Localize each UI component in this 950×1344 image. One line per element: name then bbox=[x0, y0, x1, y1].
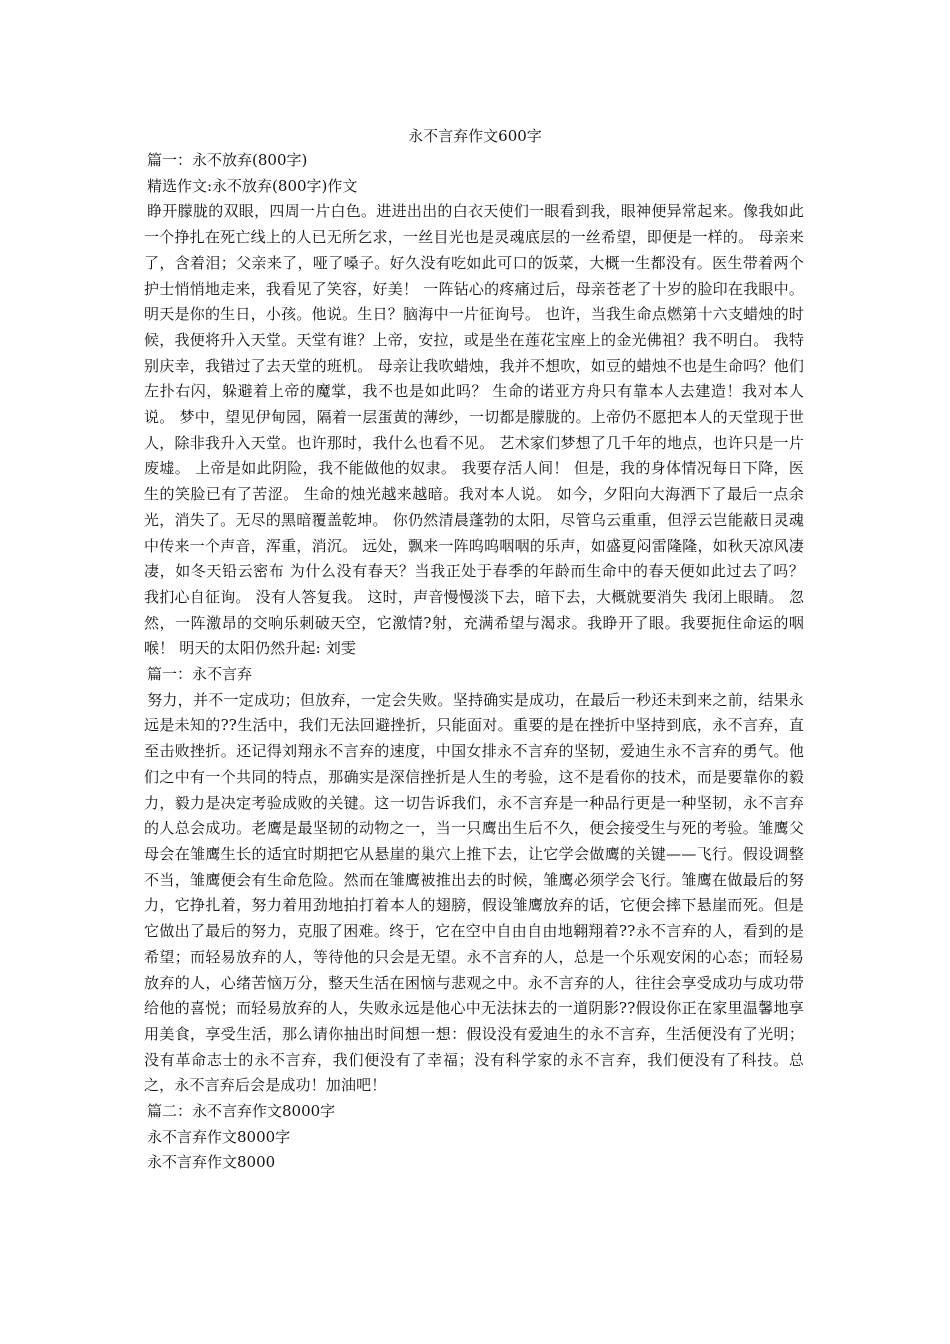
section3-line1: 永不言弃作文8000字 bbox=[147, 1127, 291, 1146]
document-body bbox=[144, 148, 804, 1176]
section2-body-text: 努力，并不一定成功；但放弃，一定会失败。坚持确实是成功，在最后一秒还未到来之前，结果永远是未知的??生活中，我们无法回避挫折，只能面对。重要的是在挫折中坚持到底，永不言弃，直至击败挫折。还记得刘翔永不言弃的速度，中国女排永不言弃的坚韧，爱迪生永不言弃的勇气。他们之中有一个共同的特点，那确实是深信挫折是人生的考验，这不是看你的技术，而是要靠你的毅力，毅力是决定考验成败的关键。这一切告诉我们，永不言弃是一种品行更是一种坚韧，永不言弃的人总会成功。老鹰是最坚韧的动物之一，当一只鹰出生后不久，便会接受生与死的考验。雏鹰父母会在雏鹰生长的适宜时期把它从悬崖的巢穴上推下去，让它学会做鹰的关键——飞行。假设调整不当，雏鹰便会有生命危险。然而在雏鹰被推出去的时候，雏鹰必须学会飞行。雏鹰在做最后的努力，它挣扎着，努力着用劲地拍打着本人的翅膀，假设雏鹰放弃的话，它便会摔下悬崖而死。但是它做出了最后的努力，克服了困难。终于，它在空中自由自由地翱翔着??永不言弃的人，看到的是希望；而轻易放弃的人，等待他的只会是无望。永不言弃的人，总是一个乐观安闲的心态；而轻易放弃的人，心绪苦恼万分，整天生活在困恼与悲观之中。永不言弃的人，往往会享受成功与成功带给他的喜悦；而轻易放弃的人，失败永远是他心中无法抹去的一道阴影??假设你正在家里温馨地享用美食，享受生活，那么请你抽出时间想一想：假设没有爱迪生的永不言弃，生活便没有了光明；没有革命志士的永不言弃，我们便没有了幸福；没有科学家的永不言弃，我们便没有了科技。总之，永不言弃后会是成功！加油吧！ bbox=[144, 690, 804, 1095]
section1-body bbox=[144, 199, 804, 662]
section2-heading: 篇一：永不言弃 bbox=[147, 665, 253, 684]
section1-body-text: 睁开朦胧的双眼，四周一片白色。进进出出的白衣天使们一眼看到我，眼神便异常起来。像我如此一个挣扎在死亡线上的人已无所乞求，一丝目光也是灵魂底层的一丝希望，即便是一样的。 母亲来了，含着泪；父亲来了，哑了嗓子。好久没有吃如此可口的饭菜，大概一生都没有。医生带着两个护士悄悄地走来，我看见了笑容，好美！ 一阵钻心的疼痛过后，母亲苍老了十岁的脸印在我眼中。明天是你的生日，小孩。他说。生日？脑海中一片征询号。 也许，当我生命点燃第十六支蜡烛的时候，我便将升入天堂。天堂有谁？上帝，安拉，或是坐在莲花宝座上的金光佛祖？我不明白。 我特别庆幸，我错过了去天堂的班机。 母亲让我吹蜡烛，我并不想吹，如豆的蜡烛不也是生命吗？他们左扑右闪，躲避着上帝的魔掌，我不也是如此吗？ 生命的诺亚方舟只有靠本人去建造！我对本人说。 梦中，望见伊甸园，隔着一层蛋黄的薄纱，一切都是朦胧的。上帝仍不愿把本人的天堂现于世人，除非我升入天堂。也许那时，我什么也看不见。 艺术家们梦想了几千年的地点，也许只是一片废墟。 上帝是如此阴险，我不能做他的奴隶。 我要存活人间！ 但是，我的身体情况每日下降，医生的笑脸已有了苦涩。 生命的烛光越来越暗。我对本人说。 如今，夕阳向大海洒下了最后一点余光，消失了。无尽的黑暗覆盖乾坤。 你仍然清晨蓬勃的太阳，尽管乌云重重，但浮云岂能蔽日灵魂中传来一个声音，浑重，消沉。 远处，飘来一阵呜呜咽咽的乐声，如盛夏闷雷隆隆，如秋天凉风凄凄，如冬天铅云密布 为什么没有春天？当我正处于春季的年龄而生命中的春天便如此过去了吗？ 我扪心自征询。 没有人答复我。 这时，声音慢慢淡下去，暗下去，大概就要消失 我闭上眼睛。 忽然，一阵激昂的交响乐刺破天空，它激情?射，充满希望与渴求。我睁开了眼。我要扼住命运的咽喉！ 明天的太阳仍然升起: 刘雯 bbox=[144, 202, 804, 658]
section1-heading: 篇一：永不放弃(800字) bbox=[147, 151, 308, 169]
document-title: 永不言弃作文600字 bbox=[408, 127, 542, 145]
section2-body bbox=[144, 688, 804, 1099]
section1-subheading: 精选作文:永不放弃(800字)作文 bbox=[147, 176, 358, 195]
section3-heading: 篇二：永不言弃作文8000字 bbox=[147, 1102, 336, 1121]
section3-line2: 永不言弃作文8000 bbox=[147, 1153, 276, 1172]
